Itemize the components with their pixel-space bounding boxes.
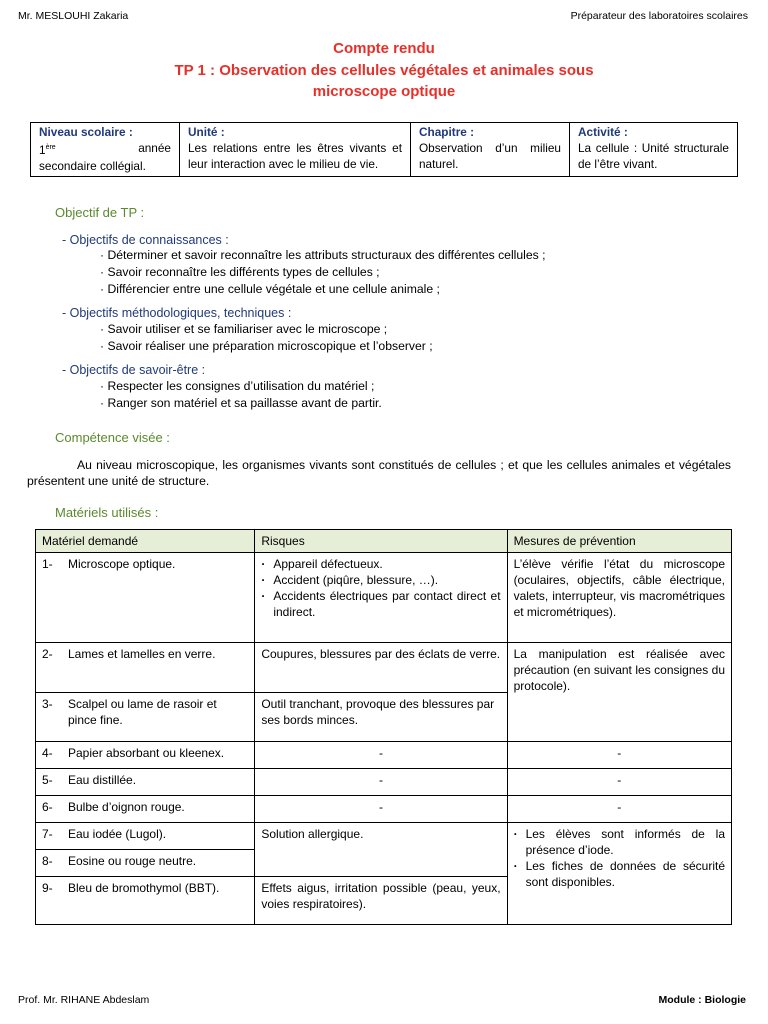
objectif-item: · Respecter les consignes d’utilisation du matériel ;: [100, 379, 375, 393]
chapitre-cell: [411, 123, 570, 177]
objectif-item: · Déterminer et savoir reconnaître les attributs structuraux des différentes cellules ;: [100, 248, 546, 262]
competence-heading: Compétence visée :: [55, 430, 170, 445]
activite-text: La cellule : Unité structurale de l’être vivant.: [578, 141, 729, 171]
niveau-label: Niveau scolaire :: [39, 125, 133, 139]
chapitre-text: Observation d’un milieu naturel.: [419, 141, 561, 171]
table-row: [36, 643, 732, 693]
table-row: [36, 742, 732, 769]
risk-cell: -: [255, 742, 507, 769]
table-row: [36, 769, 732, 796]
material-cell: 5- Eau distillée.: [36, 769, 255, 796]
material-cell: 2- Lames et lamelles en verre.: [36, 643, 255, 693]
column-header: Matériel demandé: [36, 530, 255, 553]
material-cell: 7- Eau iodée (Lugol).: [36, 823, 255, 850]
risk-item: · Accidents électriques par contact direct et indirect.: [261, 588, 500, 620]
objectif-group-title: - Objectifs de connaissances :: [62, 233, 229, 247]
risk-item: · Accident (piqûre, blessure, …).: [261, 572, 500, 588]
unite-cell: [180, 123, 411, 177]
table-row: [36, 823, 732, 850]
header-author: Mr. MESLOUHI Zakaria: [18, 10, 129, 22]
prevention-cell: -: [507, 769, 731, 796]
objectif-item: · Savoir reconnaître les différents types de cellules ;: [100, 265, 380, 279]
objectif-group-title: - Objectifs méthodologiques, techniques :: [62, 306, 292, 320]
activite-cell: [570, 123, 738, 177]
niveau-line1: [39, 140, 171, 158]
objectif-item: · Ranger son matériel et sa paillasse avant de partir.: [100, 396, 382, 410]
niveau-line2: secondaire collégial.: [39, 158, 146, 173]
risk-cell: Coupures, blessures par des éclats de verre.: [255, 643, 507, 693]
activite-label: Activité :: [578, 125, 628, 139]
footer-module: Module : Biologie: [658, 994, 746, 1006]
header-role: Préparateur des laboratoires scolaires: [570, 10, 748, 22]
niveau-sup: ère: [45, 144, 56, 151]
risk-cell: -: [255, 796, 507, 823]
prevention-item: · Les fiches de données de sécurité sont disponibles.: [514, 858, 725, 890]
risk-cell: [255, 553, 507, 643]
objectif-heading: Objectif de TP :: [55, 205, 145, 220]
table-row: [36, 553, 732, 643]
competence-text: Au niveau microscopique, les organismes vivants sont constitués de cellules ; et que les cellules animales et végétales présentent une unité de structure.: [27, 458, 731, 488]
unite-text: Les relations entre les êtres vivants et leur interaction avec le milieu de vie.: [188, 141, 402, 171]
table-header-row: [36, 530, 732, 553]
material-cell: 1- Microscope optique.: [36, 553, 255, 643]
prevention-cell: -: [507, 742, 731, 769]
objectif-item: · Différencier entre une cellule végétale et une cellule animale ;: [100, 282, 440, 296]
unite-label: Unité :: [188, 125, 225, 139]
material-cell: 4- Papier absorbant ou kleenex.: [36, 742, 255, 769]
column-header: Risques: [255, 530, 507, 553]
tp-title-line1: TP 1 : Observation des cellules végétales et animales sous: [174, 62, 594, 79]
chapitre-label: Chapitre :: [419, 125, 475, 139]
materials-table: [35, 529, 732, 925]
prevention-cell: La manipulation est réalisée avec précaution (en suivant les consignes du protocole).: [507, 643, 731, 742]
prevention-item: · Les élèves sont informés de la présence d’iode.: [514, 826, 725, 858]
material-cell: 3- Scalpel ou lame de rasoir et pince fine.: [36, 693, 255, 742]
risk-cell: Effets aigus, irritation possible (peau, yeux, voies respiratoires).: [255, 877, 507, 925]
risk-cell: Outil tranchant, provoque des blessures par ses bords minces.: [255, 693, 507, 742]
niveau-cell: [31, 123, 180, 177]
report-title: Compte rendu: [333, 40, 435, 57]
objectif-item: · Savoir réaliser une préparation microscopique et l’observer ;: [100, 339, 433, 353]
prevention-cell: -: [507, 796, 731, 823]
material-cell: 8- Eosine ou rouge neutre.: [36, 850, 255, 877]
risk-item: · Appareil défectueux.: [261, 556, 500, 572]
objectif-group-title: - Objectifs de savoir-être :: [62, 363, 206, 377]
material-cell: 9- Bleu de bromothymol (BBT).: [36, 877, 255, 925]
column-header: Mesures de prévention: [507, 530, 731, 553]
tp-title-line2: microscope optique: [312, 83, 456, 100]
prevention-cell: L’élève vérifie l’état du microscope (oculaires, objectifs, câble électrique, valets, interrupteur, vis macrométriques et micrométriques).: [507, 553, 731, 643]
niveau-num: 1: [39, 142, 46, 157]
materiels-heading: Matériels utilisés :: [55, 505, 159, 520]
footer-teacher: Prof. Mr. RIHANE Abdeslam: [18, 994, 150, 1006]
risk-cell: -: [255, 769, 507, 796]
objectif-item: · Savoir utiliser et se familiariser avec le microscope ;: [100, 322, 388, 336]
material-cell: 6- Bulbe d’oignon rouge.: [36, 796, 255, 823]
table-row: [36, 796, 732, 823]
risk-cell: Solution allergique.: [255, 823, 507, 877]
niveau-rest: année: [138, 141, 171, 155]
info-table: [30, 122, 738, 177]
prevention-cell: [507, 823, 731, 925]
